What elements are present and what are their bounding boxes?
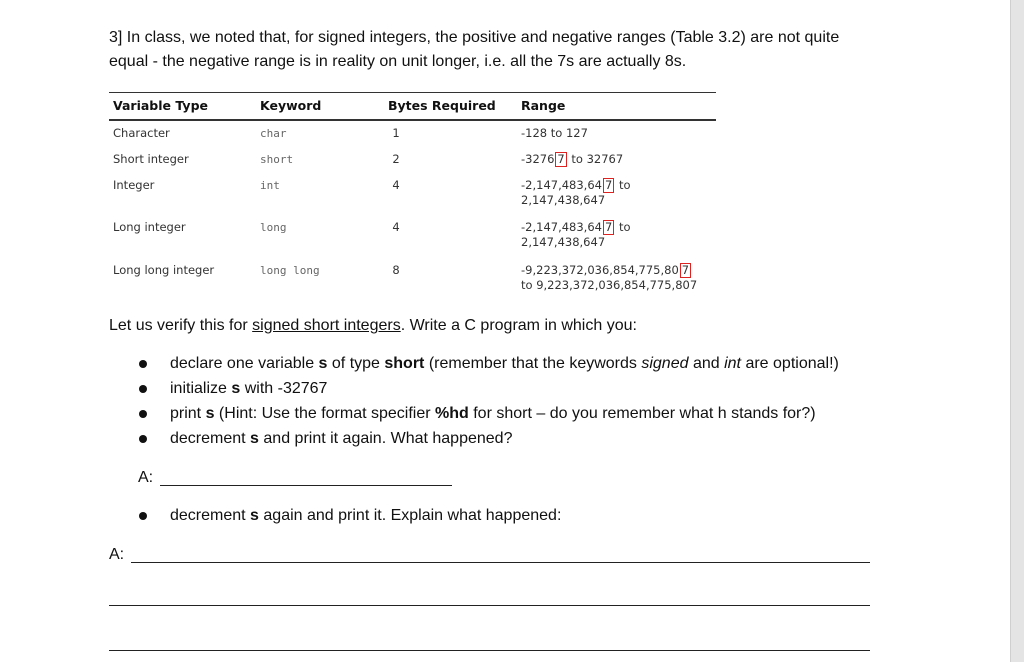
header-range: Range [521, 98, 566, 113]
bullet-dot [139, 360, 147, 368]
header-keyword: Keyword [260, 98, 322, 113]
red-highlight-box: 7 [604, 220, 613, 234]
bullet-print: print s (Hint: Use the format specifier %hd for short – do you remember what h stands for?) [170, 405, 816, 422]
bullet-dot [139, 410, 147, 418]
table-row-4-range: -2,147,483,64 7 to 2,147,438,647 [521, 220, 631, 249]
bullet-dot [139, 435, 147, 443]
header-variable-type: Variable Type [113, 98, 208, 113]
table-row-3-bytes: 4 [392, 178, 400, 192]
table-row-2-keyword: short [260, 153, 294, 166]
bullet-initialize: initialize s with -32767 [170, 380, 328, 397]
answer-blank-1[interactable] [160, 485, 452, 486]
table-row-5-type: Long long integer [113, 263, 215, 277]
verify-instruction: Let us verify this for signed short integers. Write a C program in which you: [109, 317, 637, 334]
table-row-3-keyword: int [260, 179, 280, 192]
header-bytes-required: Bytes Required [388, 98, 496, 113]
intro-line-2: equal - the negative range is in reality on unit longer, i.e. all the 7s are actually 8s. [109, 53, 687, 70]
table-row-2-type: Short integer [113, 152, 189, 166]
table-row-4-keyword: long [260, 221, 287, 234]
red-highlight-box: 7 [557, 152, 565, 166]
bullet-declare: declare one variable s of type short (remember that the keywords signed and int are optional!) [170, 355, 839, 372]
table-row-1-bytes: 1 [392, 126, 400, 140]
table-row-4-bytes: 4 [392, 220, 400, 234]
bullet-dot [139, 512, 147, 520]
answer-blank-4[interactable] [109, 650, 870, 651]
table-row-1-type: Character [113, 126, 170, 140]
table-row-3-type: Integer [113, 178, 155, 192]
table-row-5-bytes: 8 [392, 263, 400, 277]
signed-short-link-text: signed short integers [252, 317, 401, 334]
table-row-2-bytes: 2 [392, 152, 400, 166]
scrollbar-gutter[interactable] [1010, 0, 1024, 662]
table-row-3-range: -2,147,483,64 7 to 2,147,438,647 [521, 178, 631, 207]
table-top-rule [109, 92, 716, 93]
answer-blank-3[interactable] [109, 605, 870, 606]
answer-label-2: A: [109, 546, 125, 563]
table-row-1-range: -128 to 127 [521, 126, 588, 140]
bullet-decrement: decrement s and print it again. What happened? [170, 430, 513, 447]
table-row-1-keyword: char [260, 127, 287, 140]
table-header-rule [109, 119, 716, 121]
bullet-decrement-again: decrement s again and print it. Explain what happened: [170, 507, 562, 524]
table-row-2-range: -3276 7 to 32767 [521, 152, 624, 166]
intro-line-1: 3] In class, we noted that, for signed integers, the positive and negative ranges (Table 3.2) are not quite [109, 29, 840, 46]
answer-label-1: A: [138, 469, 154, 486]
red-highlight-box: 7 [604, 178, 613, 192]
table-row-4-type: Long integer [113, 220, 186, 234]
table-row-5-keyword: long long [260, 264, 320, 277]
intro-paragraph [109, 26, 909, 74]
bullet-dot [139, 385, 147, 393]
table-row-5-range: -9,223,372,036,854,775,80 7 to 9,223,372,036,854,775,807 [521, 263, 698, 292]
red-highlight-box: 7 [681, 263, 690, 277]
answer-blank-2[interactable] [131, 562, 870, 563]
